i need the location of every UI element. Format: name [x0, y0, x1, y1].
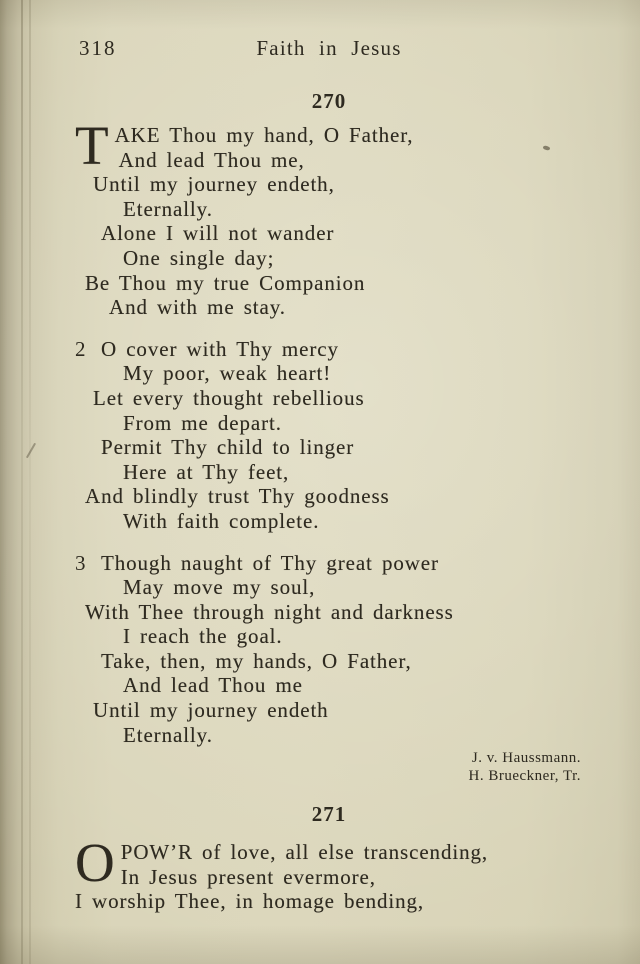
verse-line: O cover with Thy mercy — [101, 336, 339, 361]
attribution-author: J. v. Haussmann. — [471, 750, 581, 767]
verse-line: May move my soul, — [123, 575, 316, 600]
stanza-number: 2 — [75, 336, 86, 361]
running-header — [75, 36, 583, 62]
attribution — [75, 750, 583, 785]
verse-line: Until my journey endeth, — [93, 172, 335, 197]
verse-line: Let every thought rebellious — [93, 385, 365, 410]
stanza-lines — [75, 889, 583, 914]
hymn-270-stanza-1 — [75, 115, 583, 320]
page-content — [75, 0, 583, 914]
verse-line: Eternally. — [123, 196, 213, 221]
dropcap-letter: T — [75, 115, 109, 176]
verse-line: AKE Thou my hand, O Father, — [114, 123, 414, 147]
page-edge-line — [29, 0, 31, 964]
hymn-271-stanza-1 — [75, 832, 583, 914]
hymn-270-stanza-2 — [75, 337, 583, 534]
verse-line: Eternally. — [123, 722, 213, 747]
stanza-lines — [75, 172, 583, 320]
hymn-270-stanza-3 — [75, 551, 583, 748]
verse-line: My poor, weak heart! — [123, 361, 332, 386]
hymn-number-270: 270 — [311, 89, 347, 113]
verse-line: Permit Thy child to linger — [101, 435, 355, 460]
verse-line: Take, then, my hands, O Father, — [101, 648, 412, 673]
verse-line: I worship Thee, in homage bending, — [75, 889, 425, 914]
verse-line: Though naught of Thy great power — [101, 550, 439, 575]
verse-line: Be Thou my true Companion — [85, 270, 366, 295]
dropcap-row — [75, 832, 583, 894]
verse-line: With Thee through night and darkness — [85, 599, 454, 624]
verse-line: Until my journey endeth — [93, 698, 329, 723]
verse-line: With faith complete. — [123, 508, 320, 533]
section-title: Faith in Jesus — [256, 36, 402, 60]
paper-speck — [26, 443, 36, 459]
attribution-translator: H. Brueckner, Tr. — [468, 767, 581, 784]
dropcap-row — [75, 115, 583, 176]
page-number: 318 — [79, 36, 117, 60]
verse-line: And lead Thou me, — [118, 147, 305, 172]
page-edge-line — [21, 0, 23, 964]
dropcap-letter: O — [75, 832, 115, 894]
verse-line: And lead Thou me — [123, 673, 303, 698]
verse-line: Here at Thy feet, — [123, 459, 290, 484]
verse-line: I reach the goal. — [123, 624, 283, 649]
stanza-number: 3 — [75, 550, 86, 575]
stanza-lines — [75, 551, 583, 748]
dropcap-lines — [115, 123, 414, 172]
hymn-number-271: 271 — [311, 802, 347, 827]
stanza-lines — [75, 337, 583, 534]
verse-line: And blindly trust Thy goodness — [85, 484, 390, 509]
dropcap-lines — [121, 840, 488, 889]
verse-line: And with me stay. — [109, 295, 286, 320]
verse-line: One single day; — [123, 245, 275, 270]
verse-line: From me depart. — [123, 410, 282, 435]
verse-line: In Jesus present evermore, — [120, 864, 376, 889]
verse-line: Alone I will not wander — [101, 221, 335, 246]
verse-line: POW’R of love, all else transcending, — [120, 840, 489, 865]
